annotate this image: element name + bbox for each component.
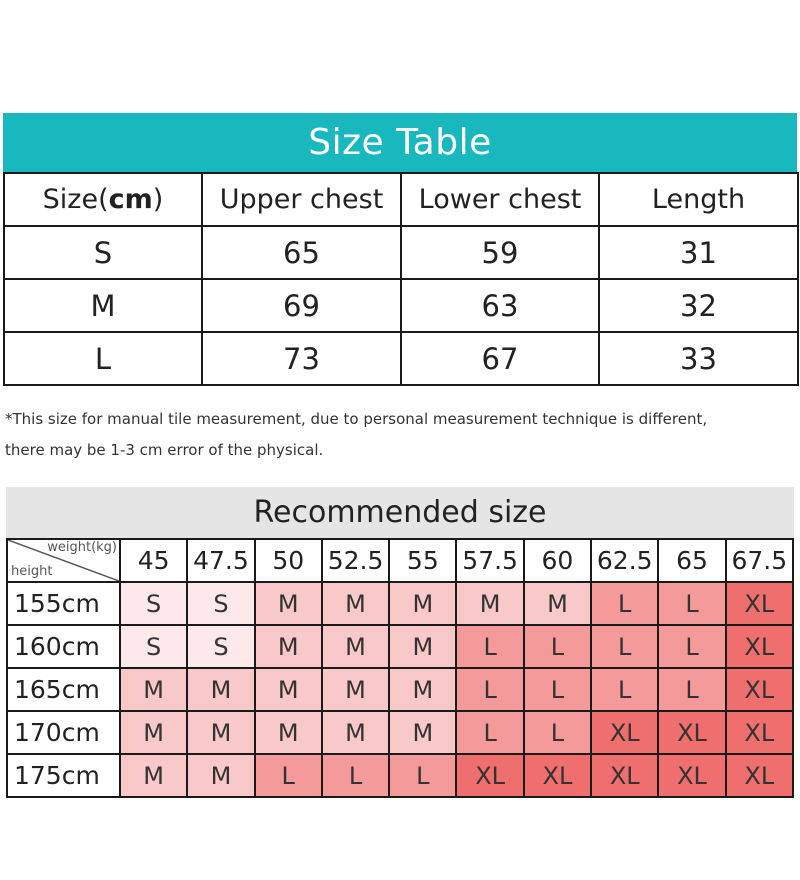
weight-header: 45 [120,539,187,582]
note-line-1: *This size for manual tile measurement, due to personal measurement technique is different, [5,410,708,428]
recommended-size-cell: M [120,754,187,797]
recommended-size-cell: XL [524,754,591,797]
recommended-size-cell: L [591,625,658,668]
recommended-size-cell: M [524,582,591,625]
cell-size: S [4,226,202,279]
recommended-size-cell: L [591,582,658,625]
recommended-size-cell: S [120,582,187,625]
table-row [7,582,793,625]
header-length: Length [599,173,798,226]
recommended-size-cell: M [389,668,456,711]
recommended-size-cell: M [255,625,322,668]
weight-header: 47.5 [187,539,254,582]
recommended-size-cell: XL [726,754,793,797]
weight-header: 52.5 [322,539,389,582]
size-table-grid [3,172,799,386]
recommended-size-cell: M [187,711,254,754]
recommended-size-cell: M [187,754,254,797]
table-row [7,668,793,711]
recommended-header-row [7,539,793,582]
recommended-size-cell: L [255,754,322,797]
corner-height-label: height [11,564,53,579]
recommended-size-cell: M [255,668,322,711]
recommended-size-cell: L [658,582,725,625]
recommended-size-cell: XL [726,625,793,668]
height-label: 170cm [7,711,120,754]
recommended-size-cell: XL [591,711,658,754]
recommended-size-cell: S [187,625,254,668]
weight-header: 60 [524,539,591,582]
cell-length: 32 [599,279,798,332]
cell-upper: 69 [202,279,401,332]
recommended-size-cell: L [524,711,591,754]
recommended-size-cell: M [187,668,254,711]
recommended-size-cell: M [322,582,389,625]
recommended-size-cell: M [255,582,322,625]
recommended-size-cell: L [524,668,591,711]
recommended-size-cell: M [322,711,389,754]
recommended-size-cell: L [591,668,658,711]
cell-upper: 65 [202,226,401,279]
recommended-size-cell: L [524,625,591,668]
recommended-grid [6,538,794,798]
recommended-size-cell: M [322,625,389,668]
recommended-title: Recommended size [6,487,794,538]
corner-cell [7,539,120,582]
table-row [4,226,798,279]
recommended-size-cell: S [120,625,187,668]
recommended-size-cell: M [389,582,456,625]
header-size: Size(cm) [4,173,202,226]
cell-size: L [4,332,202,385]
recommended-size-cell: XL [591,754,658,797]
recommended-size-cell: XL [658,711,725,754]
weight-header: 50 [255,539,322,582]
recommended-size-cell: XL [726,711,793,754]
size-table-title: Size Table [3,113,797,172]
recommended-size-cell: M [389,625,456,668]
table-row [4,279,798,332]
recommended-size-cell: L [456,625,523,668]
recommended-size-cell: M [389,711,456,754]
recommended-size-cell: L [658,668,725,711]
size-table [3,113,797,386]
recommended-size-cell: L [322,754,389,797]
recommended-size-cell: L [658,625,725,668]
weight-header: 55 [389,539,456,582]
recommended-size-cell: XL [726,668,793,711]
recommended-size-cell: M [255,711,322,754]
table-row [7,711,793,754]
recommended-size-table [6,487,794,798]
cell-lower: 59 [401,226,599,279]
cell-size: M [4,279,202,332]
header-lower-chest: Lower chest [401,173,599,226]
header-upper-chest: Upper chest [202,173,401,226]
table-row [7,625,793,668]
weight-header: 57.5 [456,539,523,582]
recommended-size-cell: S [187,582,254,625]
recommended-size-cell: M [322,668,389,711]
cell-upper: 73 [202,332,401,385]
table-row [4,332,798,385]
recommended-size-cell: M [456,582,523,625]
recommended-size-cell: M [120,668,187,711]
height-label: 165cm [7,668,120,711]
weight-header: 65 [658,539,725,582]
weight-header: 62.5 [591,539,658,582]
cell-length: 31 [599,226,798,279]
height-label: 160cm [7,625,120,668]
recommended-size-cell: L [389,754,456,797]
recommended-size-cell: L [456,711,523,754]
recommended-size-cell: M [120,711,187,754]
table-row [7,754,793,797]
height-label: 155cm [7,582,120,625]
size-table-header-row [4,173,798,226]
height-label: 175cm [7,754,120,797]
recommended-size-cell: XL [658,754,725,797]
note-line-2: there may be 1-3 cm error of the physical. [5,441,324,459]
weight-header: 67.5 [726,539,793,582]
cell-length: 33 [599,332,798,385]
recommended-size-cell: XL [456,754,523,797]
corner-weight-label: weight(kg) [47,540,117,555]
recommended-size-cell: L [456,668,523,711]
cell-lower: 63 [401,279,599,332]
cell-lower: 67 [401,332,599,385]
recommended-size-cell: XL [726,582,793,625]
